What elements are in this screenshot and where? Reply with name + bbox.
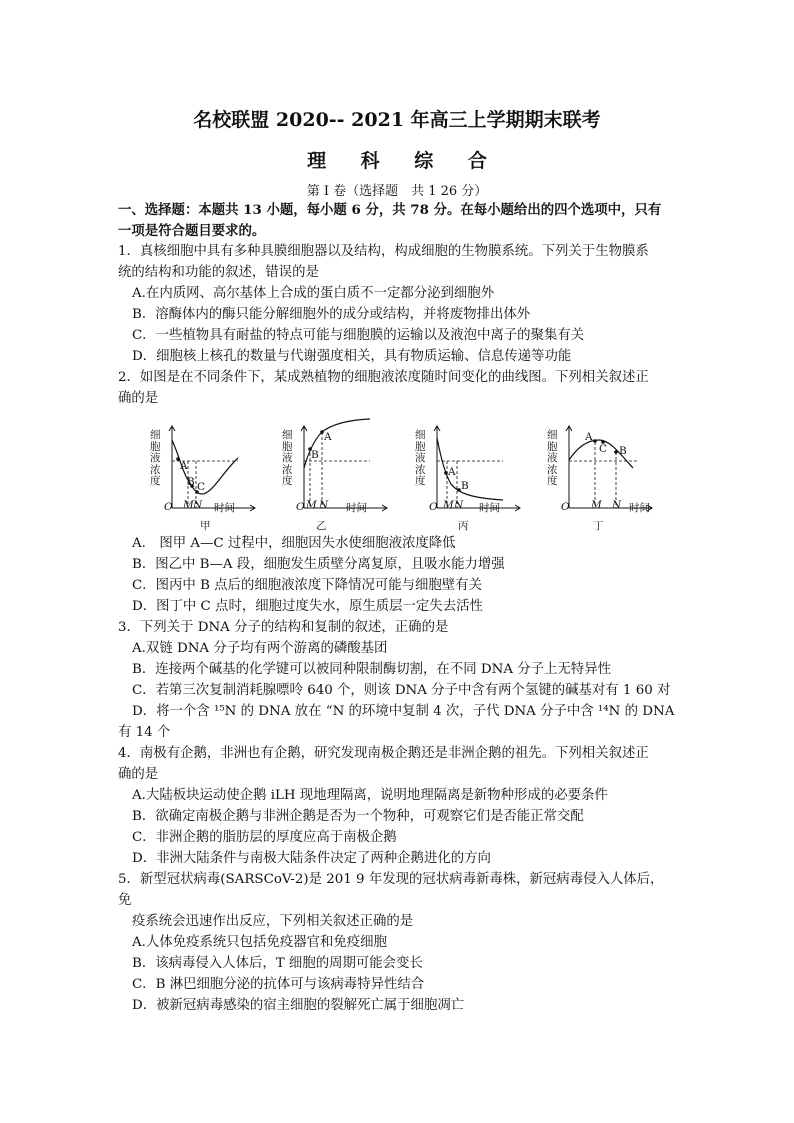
q4-stem-line1: 4．南极有企鹅，非洲也有企鹅，研究发现南极企鹅还是非洲企鹅的祖先。下列相关叙述正	[118, 746, 649, 761]
m-label: M	[443, 499, 454, 511]
q2-option-a: A. 图甲 A—C 过程中，细胞因失水使细胞液浓度降低	[132, 536, 456, 551]
chart-name-bing: 丙	[458, 520, 469, 532]
label-a: A	[585, 431, 593, 443]
q1-stem-line1: 1．真核细胞中具有多种具膜细胞器以及结构，构成细胞的生物膜系统。下列关于生物膜系	[118, 244, 649, 259]
origin-label: O	[164, 501, 173, 513]
q1-option-b: B．溶酶体内的酶只能分解细胞外的成分或结构，并将废物排出体外	[132, 307, 531, 322]
chart-ding	[547, 418, 657, 540]
q5-stem-line3: 疫系统会迅速作出反应，下列相关叙述正确的是	[132, 914, 414, 929]
y-axis-label: 细胞液浓度	[415, 429, 426, 487]
n-label: N	[454, 499, 464, 511]
q3-stem: 3．下列关于 DNA 分子的结构和复制的叙述，正确的是	[118, 620, 449, 635]
chart-bing-svg	[415, 418, 525, 540]
q2-option-c: C．图丙中 B 点后的细胞液浓度下降情况可能与细胞壁有关	[132, 578, 482, 593]
chart-name-ding: 丁	[593, 520, 604, 532]
n-label: N	[319, 499, 329, 511]
point-a	[593, 439, 597, 443]
y-axis	[169, 426, 175, 508]
origin-label: O	[296, 501, 305, 513]
q2-stem-line1: 2．如图是在不同条件下，某成熟植物的细胞液浓度随时间变化的曲线图。下列相关叙述正	[118, 370, 649, 385]
m-label: M	[183, 499, 194, 511]
n-label: N	[612, 499, 622, 511]
y-axis	[566, 426, 572, 508]
q4-option-d: D．非洲大陆条件与南极大陆条件决定了两种企鹅进化的方向	[132, 851, 491, 866]
q5-stem-line1: 5．新型冠状病毒(SARSCoV-2)是 201 9 年发现的冠状病毒新毒株，新冠病毒侵入人体后，	[118, 872, 664, 887]
q3-option-d-line2: 有 14 个	[118, 725, 171, 740]
section-heading-line2: 一项是符合题目要求的。	[118, 223, 266, 239]
q3-option-b: B．连接两个碱基的化学键可以被同种限制酶切割，在不同 DNA 分子上无特异性	[132, 662, 611, 677]
volume-info: 第 I 卷（选择题 共 1 26 分）	[306, 184, 488, 199]
q3-option-a: A.双链 DNA 分子均有两个游离的磷酸基团	[132, 641, 388, 656]
chart-bing	[415, 418, 525, 540]
q2-stem-line2: 确的是	[118, 391, 159, 406]
q5-option-d: D．被新冠病毒感染的宿主细胞的裂解死亡属于细胞凋亡	[132, 998, 465, 1013]
label-c: C	[197, 481, 206, 493]
label-b: B	[187, 476, 195, 488]
n-label: N	[193, 499, 203, 511]
chart-name-jia: 甲	[200, 520, 211, 532]
q5-option-c: C．B 淋巴细胞分泌的抗体可与该病毒特异性结合	[132, 977, 425, 992]
x-axis-label: 时间	[479, 502, 500, 514]
q2-figure	[150, 418, 650, 540]
x-axis-label: 时间	[214, 502, 235, 514]
chart-yi-svg	[282, 418, 392, 540]
q4-option-c: C．非洲企鹅的脂肪层的厚度应高于南极企鹅	[132, 830, 397, 845]
point-b	[614, 450, 618, 454]
q1-stem-line2: 统的结构和功能的叙述，错误的是	[118, 265, 319, 280]
label-a: A	[324, 431, 332, 443]
label-c: C	[599, 443, 608, 455]
y-axis-label: 细胞液浓度	[150, 429, 161, 487]
m-label: M	[306, 499, 317, 511]
label-a: A	[448, 466, 456, 478]
q2-option-b: B．图乙中 B—A 段，细胞发生质壁分离复原，且吸水能力增强	[132, 557, 505, 572]
section-heading-line1: 一、选择题：本题共 13 小题，每小题 6 分，共 78 分。在每小题给出的四个选项中，只有	[118, 202, 662, 218]
q4-option-b: B．欲确定南极企鹅与非洲企鹅是否为一个物种，可观察它们是否能正常交配	[132, 809, 584, 824]
exam-title: 名校联盟 2020-- 2021 年高三上学期期末联考	[193, 109, 601, 131]
y-axis-label: 细胞液浓度	[282, 429, 293, 487]
q3-option-c: C．若第三次复制消耗腺嘌呤 640 个，则该 DNA 分子中含有两个氢键的碱基对有 1 60 对	[132, 683, 671, 698]
chart-yi	[282, 418, 392, 540]
q5-option-a: A.人体免疫系统只包括免疫器官和免疫细胞	[132, 935, 387, 950]
origin-label: O	[561, 501, 570, 513]
chart-name-yi: 乙	[316, 520, 327, 532]
q2-option-d: D．图丁中 C 点时，细胞过度失水，原生质层一定失去活性	[132, 599, 483, 614]
x-axis-label: 时间	[629, 502, 650, 514]
x-axis-label: 时间	[346, 502, 367, 514]
y-axis-label: 细胞液浓度	[547, 429, 558, 487]
label-b: B	[461, 480, 469, 492]
subject-title: 理 科 综 合	[307, 150, 501, 172]
q1-option-c: C．一些植物具有耐盐的特点可能与细胞膜的运输以及液泡中离子的聚集有关	[132, 328, 585, 343]
q4-stem-line2: 确的是	[118, 767, 159, 782]
q3-option-d-line1: D．将一个含 ¹⁵N 的 DNA 放在 “N 的环境中复制 4 次，子代 DNA 分子中含 ¹⁴N 的 DNA	[132, 704, 675, 719]
q1-option-a: A.在内质网、高尔基体上合成的蛋白质不一定都分泌到细胞外	[132, 286, 495, 301]
chart-jia	[150, 418, 260, 540]
q5-option-b: B．该病毒侵入人体后，T 细胞的周期可能会变长	[132, 956, 423, 971]
m-label: M	[591, 499, 602, 511]
label-b: B	[311, 449, 319, 461]
label-a: A	[180, 460, 188, 472]
origin-label: O	[429, 501, 438, 513]
label-b: B	[619, 445, 627, 457]
q5-stem-line2: 免	[118, 893, 132, 908]
q1-option-d: D．细胞核上核孔的数量与代谢强度相关，具有物质运输、信息传递等功能	[132, 349, 572, 364]
q4-option-a: A.大陆板块运动使企鹅 iLH 现地理隔离，说明地理隔离是新物种形成的必要条件	[132, 788, 608, 803]
